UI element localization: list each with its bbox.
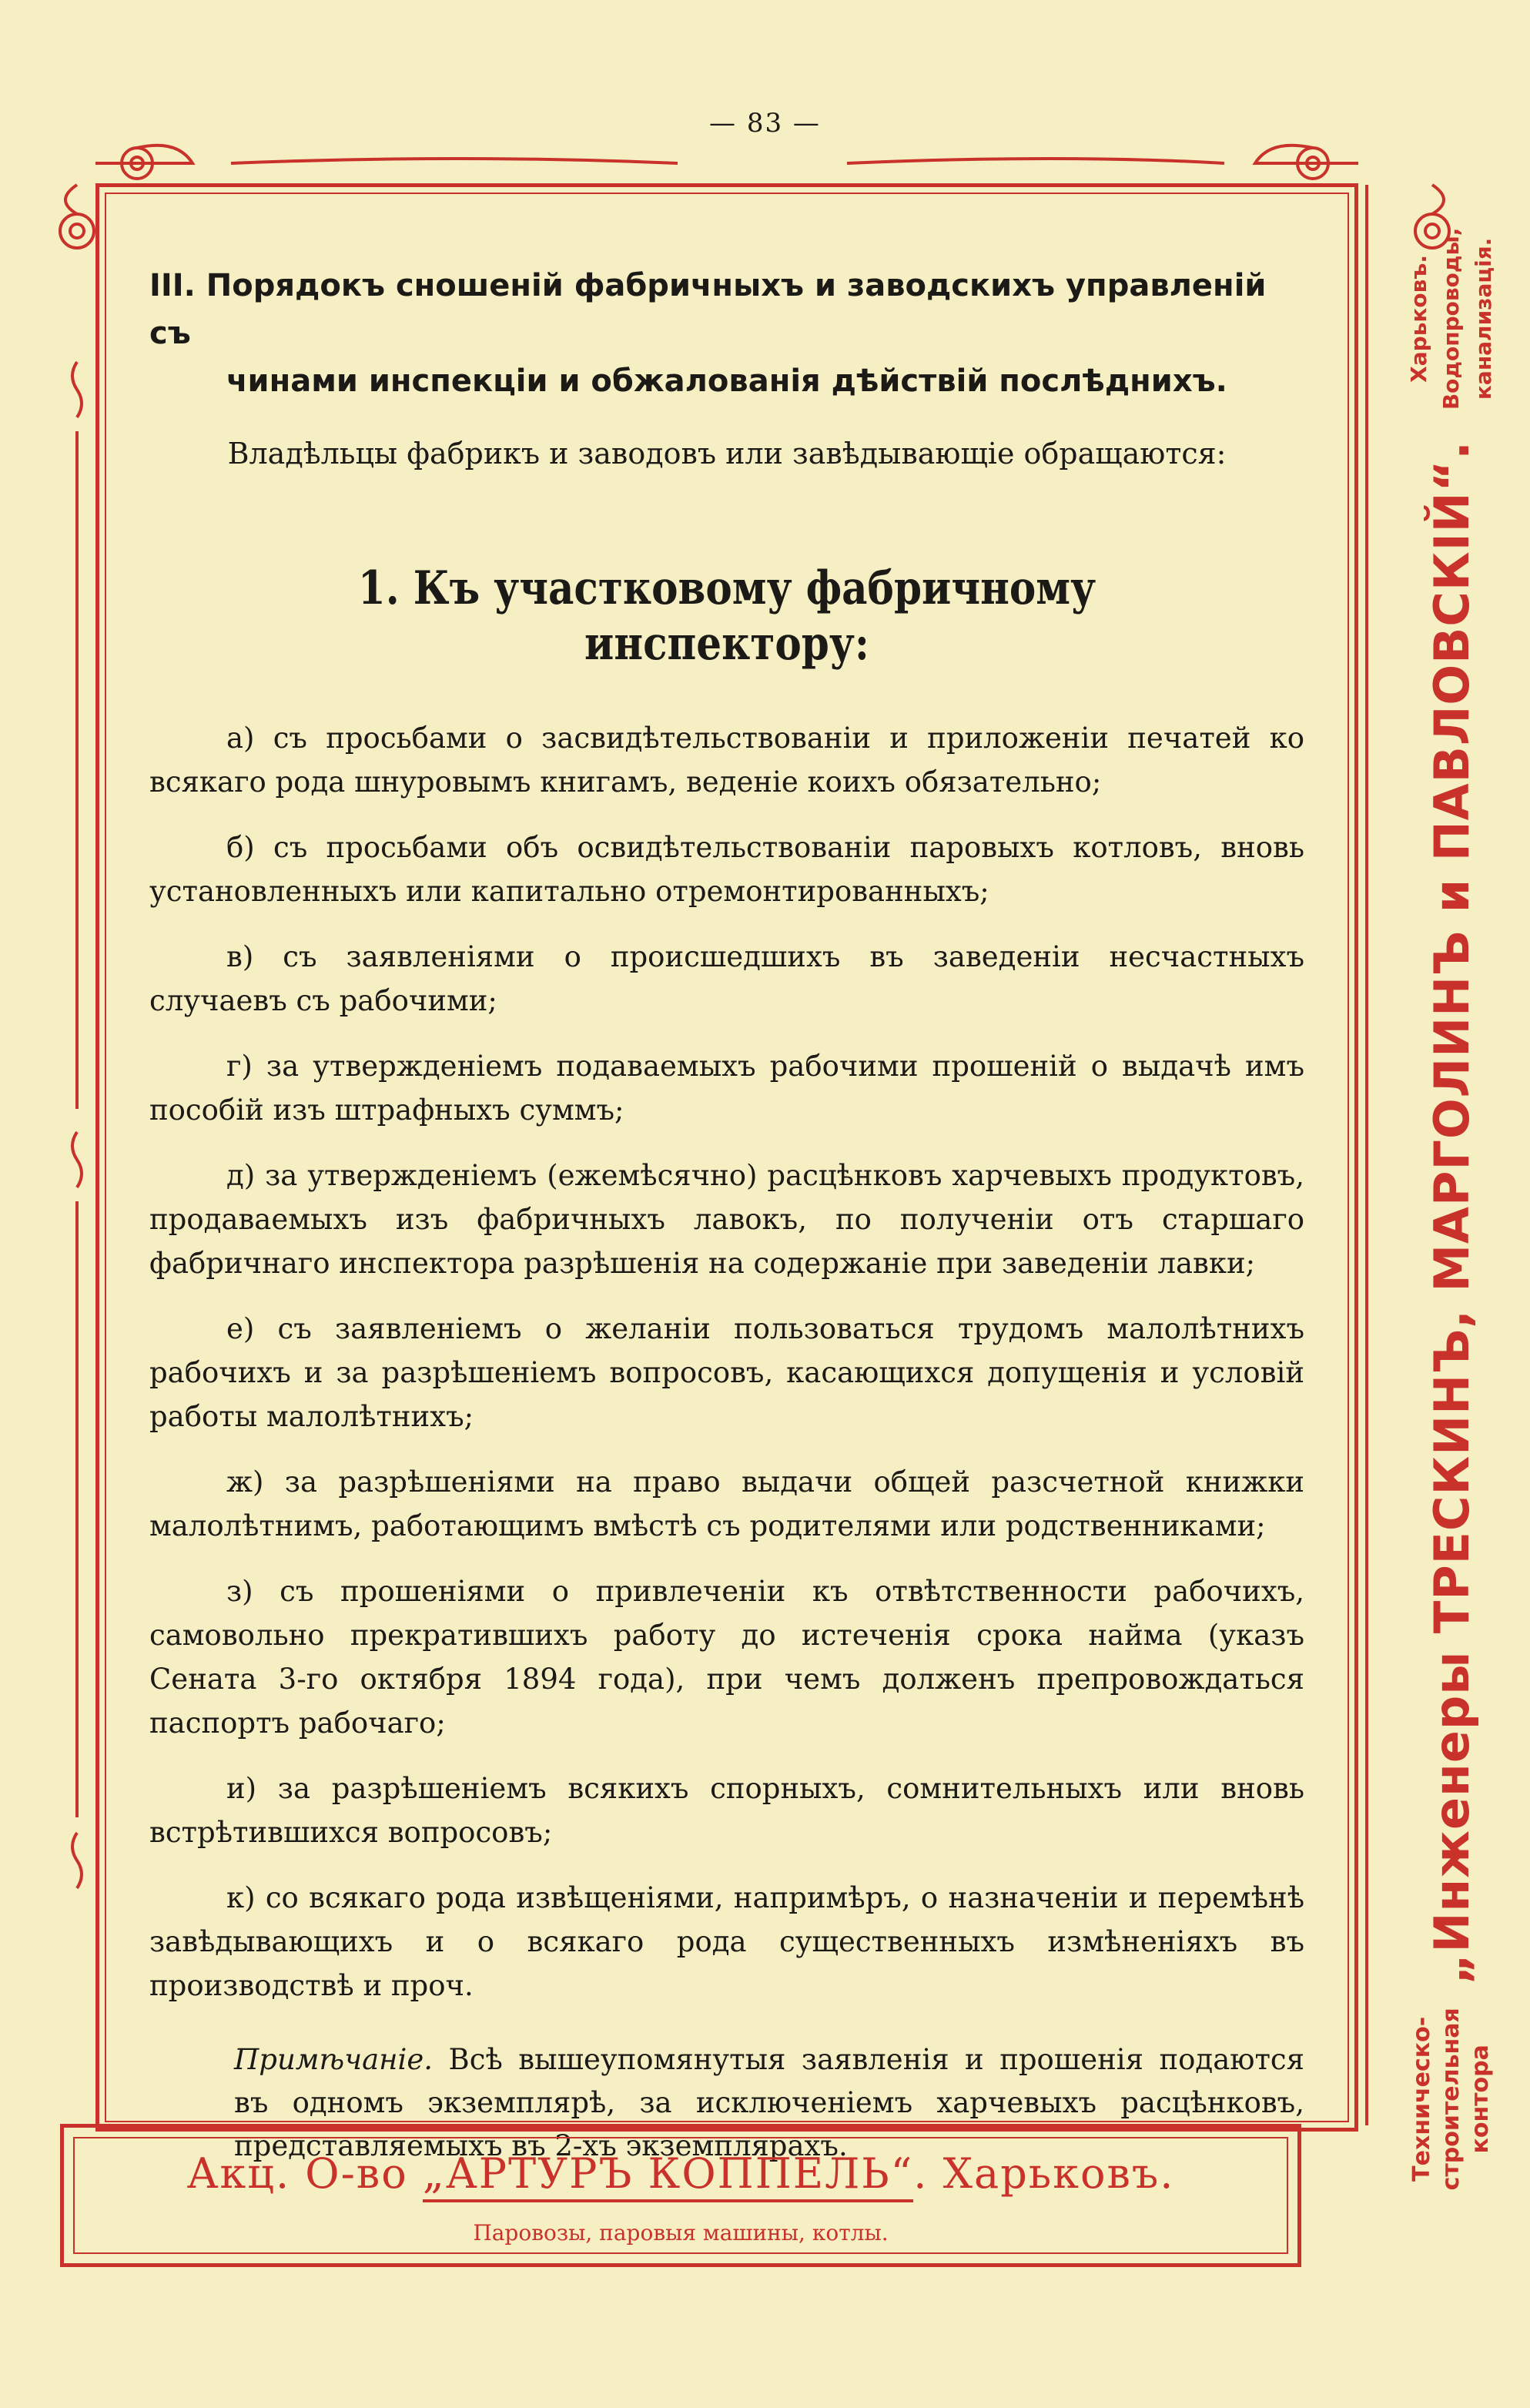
section-title [149,262,1304,405]
list-item: е) съ заявленіемъ о желаніи пользоваться трудомъ малолѣтнихъ рабочихъ и за разрѣшеніемъ вопросовъ, касающихся допущенія и условій работы малолѣтнихъ; [149,1312,1304,1433]
section-title-line1: III. Порядокъ сношеній фабричныхъ и заводскихъ управленій съ [149,268,1267,351]
side-ad-city: Харьковъ. [1406,254,1431,383]
bottom-advertisement [60,2124,1301,2267]
intro-text: Владѣльцы фабрикъ и заводовъ или завѣдывающіе обращаются: [227,437,1227,471]
note-label: Примѣчаніе. [234,2043,434,2076]
company-products: Паровозы, паровыя машины, котлы. [473,2220,889,2246]
list-item: д) за утвержденіемъ (ежемѣсячно) расцѣнковъ харчевыхъ продуктовъ, продаваемыхъ изъ фабричныхъ лавокъ, по полученіи отъ старшаго фабричнаго инспектора разрѣшенія на содержаніе при заведеніи лавки; [149,1159,1304,1280]
company-prefix: Акц. О-во [186,2149,423,2198]
list-item: а) съ просьбами о засвидѣтельствованіи и приложеніи печатей ко всякаго рода шнуровымъ книгамъ, веденіе коихъ обязательно; [149,722,1304,799]
side-ad-main-text: „Инженеры ТРЕСКИНЪ, МАРГОЛИНЪ и ПАВЛОВСКІЙ“. [1423,440,1480,1985]
company-line [64,2149,1297,2198]
company-suffix: . Харьковъ. [913,2149,1175,2198]
side-ad-services: Водопроводы, канализація. [1438,227,1496,410]
section-title-line2: чинами инспекціи и обжалованія дѣйствій послѣднихъ. [226,363,1227,399]
main-content [149,262,1304,2168]
note-text: Всѣ вышеупомянутыя заявленія и прошенія подаются въ одномъ экземплярѣ, за исключеніемъ харчевыхъ расцѣнковъ, представляемыхъ въ 2-хъ экземплярахъ. [234,2043,1304,2162]
page-number: — 83 — [709,108,821,139]
side-ad-right [1403,228,1500,410]
list-item: з) съ прошеніями о привлеченіи къ отвѣтственности рабочихъ, самовольно прекратившихъ работу до истеченія срока найма (указъ Сената 3-го октября 1894 года), при чемъ долженъ препровождаться паспортъ рабочаго; [149,1575,1304,1740]
side-advertisement [1386,227,1517,2191]
list-item: б) съ просьбами объ освидѣтельствованіи паровыхъ котловъ, вновь установленныхъ или капитально отремонтированныхъ; [149,831,1304,908]
sub-heading: 1. Къ участковому фабричному инспектору: [357,561,1096,671]
list-item: и) за разрѣшеніемъ всякихъ спорныхъ, сомнительныхъ или вновь встрѣтившихся вопросовъ; [149,1772,1304,1849]
list-item: в) съ заявленіями о происшедшихъ въ заведеніи несчастныхъ случаевъ съ рабочими; [149,940,1304,1017]
item-list [149,716,1304,2008]
company-name: „АРТУРЪ КОППЕЛЬ“ [423,2149,913,2202]
list-item: ж) за разрѣшеніями на право выдачи общей разсчетной книжки малолѣтнимъ, работающимъ вмѣстѣ съ родителями или родственниками; [149,1465,1304,1542]
list-item: к) со всякаго рода извѣщеніями, напримѣръ, о назначеніи и перемѣнѣ завѣдывающихъ и о всякаго рода существенныхъ измѣненіяхъ въ производствѣ и проч. [149,1881,1304,2002]
side-ad-small-text: Техническо-строительная контора [1408,2008,1494,2191]
list-item: г) за утвержденіемъ подаваемыхъ рабочими прошеній о выдачѣ имъ пособій изъ штрафныхъ суммъ; [149,1050,1304,1127]
